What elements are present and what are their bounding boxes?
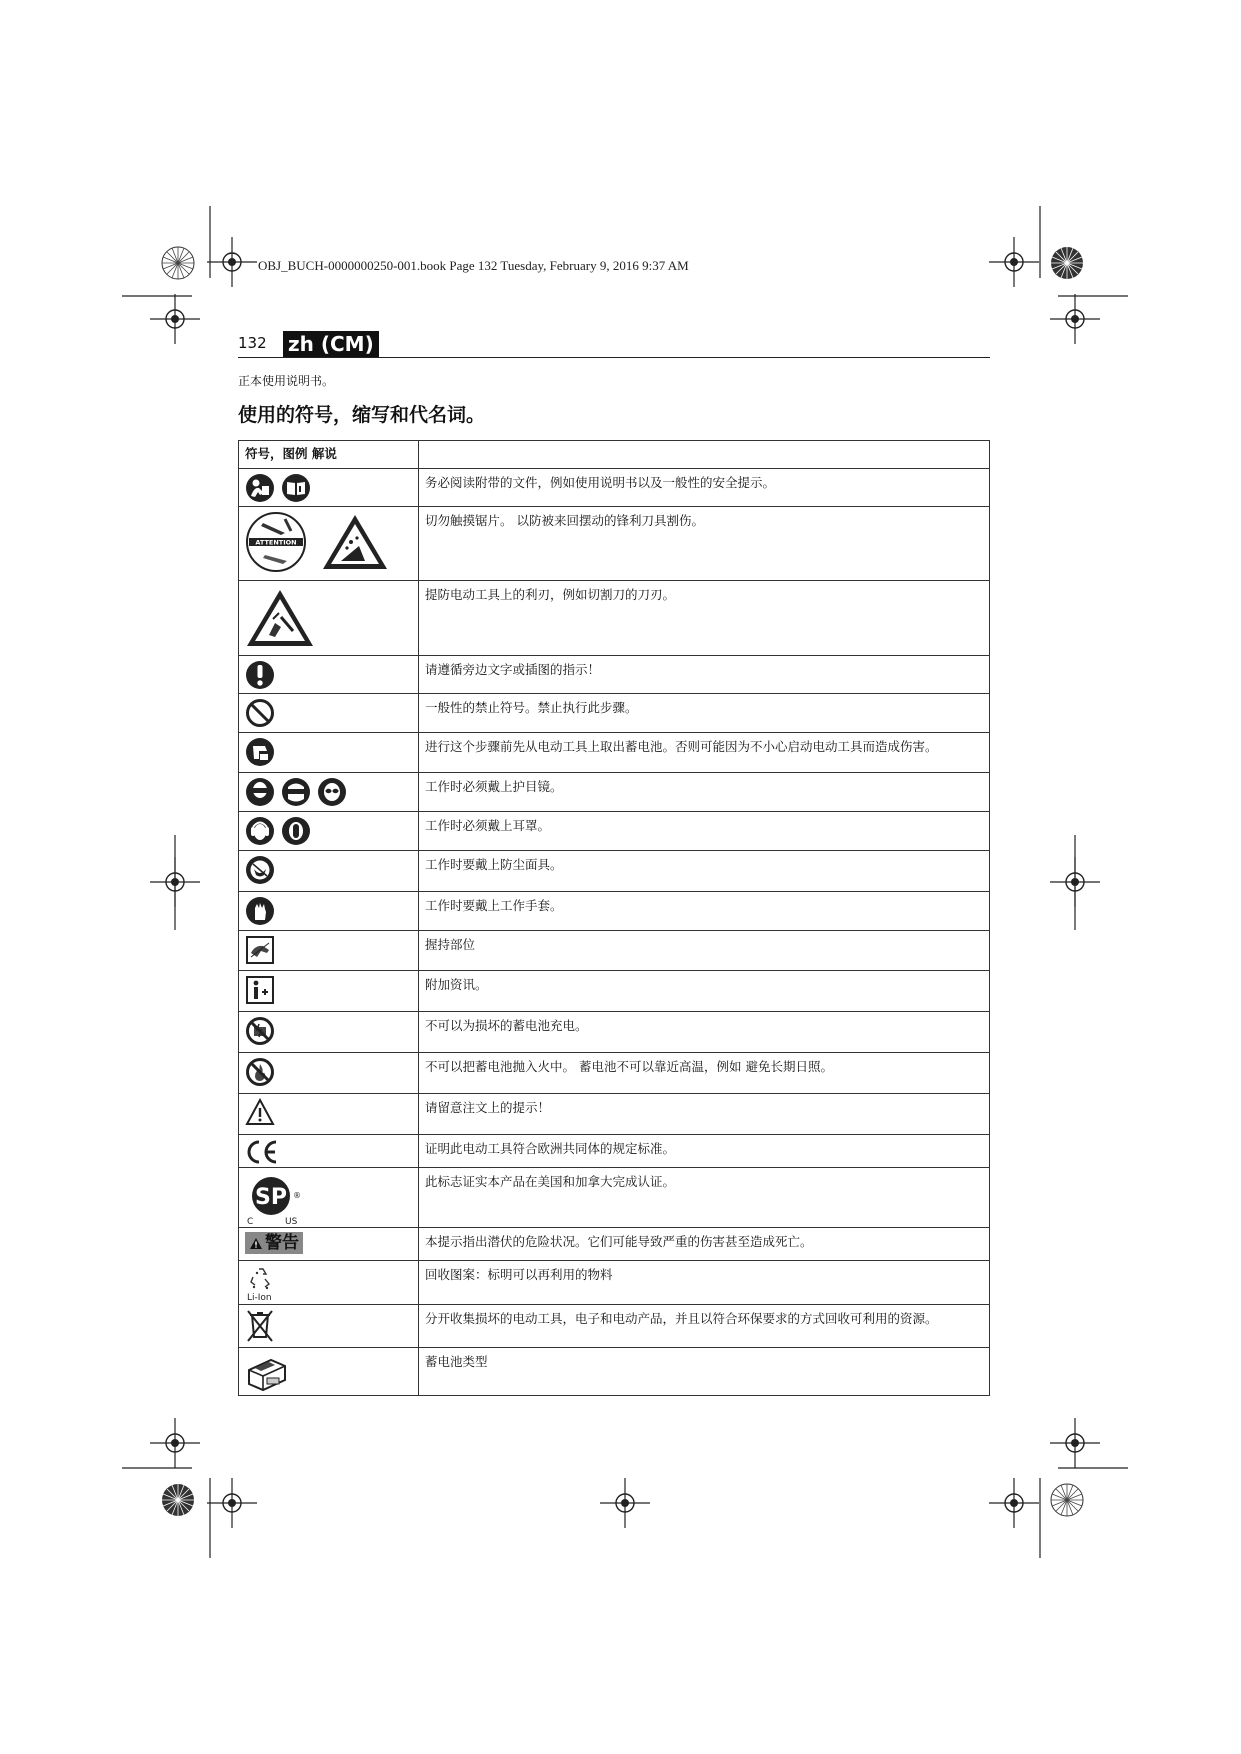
language-badge: zh (CM) <box>283 331 379 357</box>
row-text: 附加资讯。 <box>419 971 990 1012</box>
row-text: 本提示指出潜伏的危险状况。它们可能导致严重的伤害甚至造成死亡。 <box>419 1228 990 1261</box>
table-row <box>239 773 990 812</box>
intro-text: 正本使用说明书。 <box>238 374 335 388</box>
no-charge-damaged-battery-icon <box>245 1016 275 1046</box>
table-row <box>239 656 990 694</box>
ear-protection-icon <box>281 816 311 846</box>
warning-label-icon <box>245 1232 303 1254</box>
row-text: 工作时必须戴上耳罩。 <box>419 812 990 851</box>
table-row <box>239 851 990 892</box>
header-symbol: 符号，图例 解说 <box>239 441 419 469</box>
info-icon <box>245 975 275 1005</box>
svg-text:SP: SP <box>255 1185 287 1210</box>
table-row <box>239 1094 990 1135</box>
table-row <box>239 892 990 931</box>
table-row <box>239 1348 990 1396</box>
csa-reg-mark: ® <box>293 1191 301 1200</box>
row-text: 请遵循旁边文字或插图的指示！ <box>419 656 990 694</box>
read-manual-icon <box>245 473 275 503</box>
table-row <box>239 1168 990 1228</box>
no-fire-battery-icon <box>245 1057 275 1087</box>
table-row <box>239 581 990 656</box>
ce-mark-icon <box>245 1139 279 1165</box>
recycle-li-ion-label: Li-Ion <box>247 1293 272 1303</box>
row-text: 请留意注文上的提示！ <box>419 1094 990 1135</box>
csa-mark-icon <box>245 1172 305 1226</box>
face-shield-icon <box>281 777 311 807</box>
warning-label-text: 警告 <box>265 1233 299 1253</box>
table-header-row <box>239 441 990 469</box>
prohibition-icon <box>245 698 275 728</box>
attention-blade-icon <box>245 511 307 573</box>
row-text: 工作时要戴上防尘面具。 <box>419 851 990 892</box>
warning-triangle-cut-icon <box>245 587 315 649</box>
row-text: 分开收集损坏的电动工具，电子和电动产品，并且以符合环保要求的方式回收可利用的资源。 <box>419 1305 990 1348</box>
page-number: 132 <box>238 334 267 352</box>
dust-mask-icon <box>245 855 275 885</box>
csa-label-c: C <box>247 1217 254 1226</box>
table-row <box>239 1228 990 1261</box>
warning-triangle-debris-icon <box>321 512 389 572</box>
table-row <box>239 507 990 581</box>
table-row <box>239 694 990 733</box>
gloves-icon <box>245 896 275 926</box>
table-row <box>239 1135 990 1168</box>
row-text: 提防电动工具上的利刃，例如切割刀的刀刃。 <box>419 581 990 656</box>
table-row <box>239 733 990 773</box>
file-header: OBJ_BUCH-0000000250-001.book Page 132 Tuesday, February 9, 2016 9:37 AM <box>258 258 689 273</box>
battery-type-icon <box>245 1352 289 1392</box>
row-text: 务必阅读附带的文件，例如使用说明书以及一般性的安全提示。 <box>419 469 990 507</box>
warning-triangle-icon <box>245 1098 275 1126</box>
table-row <box>239 1053 990 1094</box>
header-rule <box>238 357 990 358</box>
grip-area-icon <box>245 935 275 965</box>
table-row <box>239 1261 990 1305</box>
row-text: 此标志证实本产品在美国和加拿大完成认证。 <box>419 1168 990 1228</box>
row-text: 不可以把蓄电池抛入火中。 蓄电池不可以靠近高温，例如 避免长期日照。 <box>419 1053 990 1094</box>
header-explanation <box>419 441 990 469</box>
exclamation-mandatory-icon <box>245 660 275 690</box>
table-row <box>239 812 990 851</box>
row-text: 工作时要戴上工作手套。 <box>419 892 990 931</box>
section-title: 使用的符号，缩写和代名词。 <box>238 404 486 426</box>
row-text: 进行这个步骤前先从电动工具上取出蓄电池。否则可能因为不小心启动电动工具而造成伤害。 <box>419 733 990 773</box>
symbols-table <box>238 440 990 1396</box>
row-text: 蓄电池类型 <box>419 1348 990 1396</box>
remove-battery-icon <box>245 737 275 767</box>
svg-text:ATTENTION: ATTENTION <box>255 538 297 547</box>
row-text: 回收图案：标明可以再利用的物料 <box>419 1261 990 1305</box>
table-row <box>239 1305 990 1348</box>
goggles-icon <box>245 777 275 807</box>
row-text: 一般性的禁止符号。禁止执行此步骤。 <box>419 694 990 733</box>
crossed-bin-icon <box>245 1309 275 1343</box>
row-text: 切勿触摸锯片。 以防被来回摆动的锋利刀具割伤。 <box>419 507 990 581</box>
table-row <box>239 469 990 507</box>
row-text: 工作时必须戴上护目镜。 <box>419 773 990 812</box>
safety-glasses-icon <box>317 777 347 807</box>
row-text: 证明此电动工具符合欧洲共同体的规定标准。 <box>419 1135 990 1168</box>
ear-muffs-icon <box>245 816 275 846</box>
book-icon <box>281 473 311 503</box>
table-row <box>239 931 990 971</box>
recycle-li-ion-icon <box>245 1265 279 1303</box>
csa-label-us: US <box>285 1217 298 1226</box>
warning-triangle-small-icon <box>249 1237 263 1250</box>
table-row <box>239 971 990 1012</box>
row-text: 不可以为损坏的蓄电池充电。 <box>419 1012 990 1053</box>
table-row <box>239 1012 990 1053</box>
row-text: 握持部位 <box>419 931 990 971</box>
